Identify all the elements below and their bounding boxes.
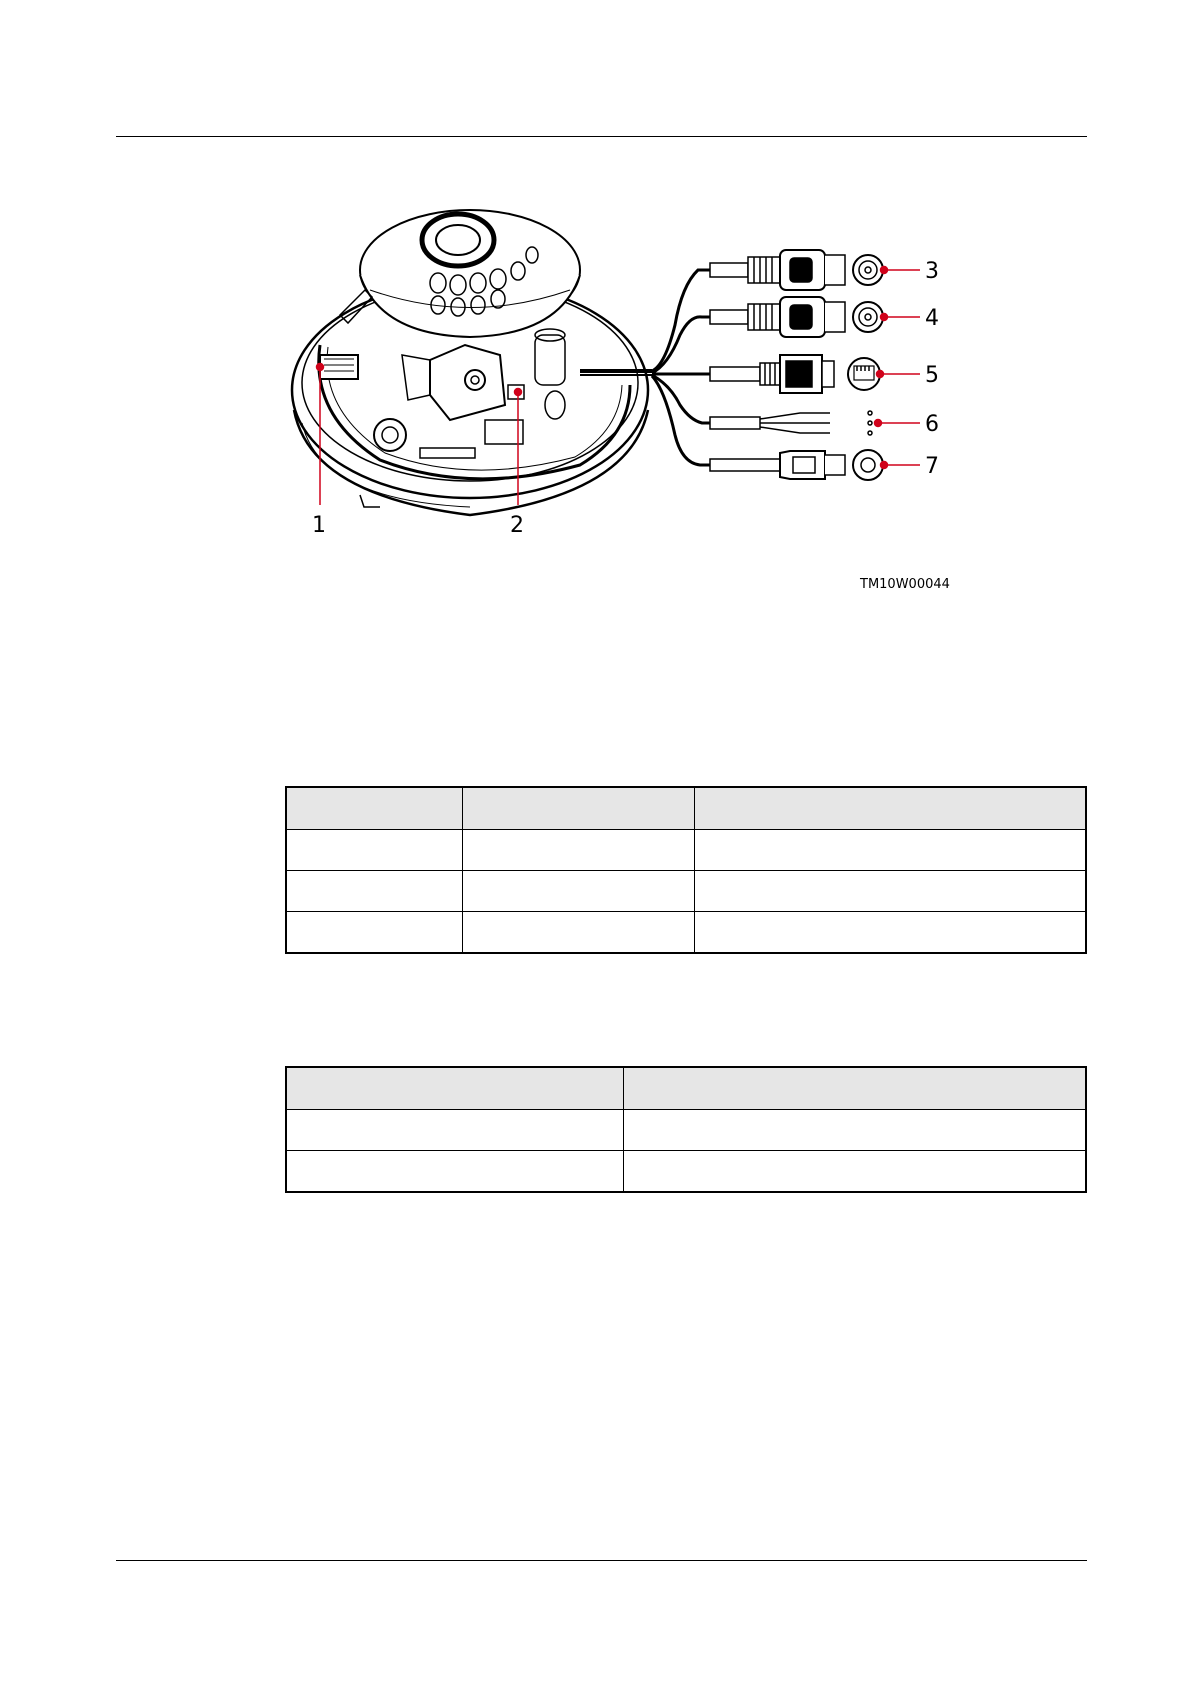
- table-header-cell: [623, 1067, 1086, 1110]
- table-header-row: [286, 1067, 1086, 1110]
- table-row: [286, 871, 1086, 912]
- rj45-connector-5: [710, 355, 880, 393]
- table-row: [286, 1110, 1086, 1151]
- table-cell: [286, 912, 462, 954]
- table-header-cell: [462, 787, 694, 830]
- callout-2: 2: [510, 513, 524, 538]
- callout-5: 5: [925, 363, 939, 388]
- table-cell: [694, 871, 1086, 912]
- table-cell: [286, 1110, 623, 1151]
- table-row: [286, 912, 1086, 954]
- table-2: [285, 1066, 1087, 1193]
- table-row: [286, 830, 1086, 871]
- header-rule: [116, 136, 1087, 137]
- table-cell: [462, 912, 694, 954]
- table-header-cell: [694, 787, 1086, 830]
- table-cell: [462, 871, 694, 912]
- table-cell: [462, 830, 694, 871]
- table-1: [285, 786, 1087, 954]
- callout-1: 1: [312, 513, 326, 538]
- dc-power-connector-7: [710, 450, 883, 480]
- table-cell: [623, 1110, 1086, 1151]
- dome-camera-drawing: [292, 210, 648, 515]
- table-header-row: [286, 787, 1086, 830]
- footer-rule: [116, 1560, 1087, 1561]
- callout-4: 4: [925, 306, 939, 331]
- table-row: [286, 1151, 1086, 1193]
- camera-interface-figure: [280, 195, 1040, 615]
- rca-connector-4: [710, 297, 883, 337]
- figure-id: TM10W00044: [860, 577, 950, 592]
- callout-6: 6: [925, 412, 939, 437]
- callout-3: 3: [925, 259, 939, 284]
- table-header-cell: [286, 1067, 623, 1110]
- table-cell: [694, 830, 1086, 871]
- table-cell: [286, 1151, 623, 1193]
- callout-7: 7: [925, 454, 939, 479]
- rca-connector-3: [710, 250, 883, 290]
- table-cell: [286, 830, 462, 871]
- table-cell: [623, 1151, 1086, 1193]
- wire-leads-6: [710, 411, 872, 435]
- table-header-cell: [286, 787, 462, 830]
- table-cell: [286, 871, 462, 912]
- table-cell: [694, 912, 1086, 954]
